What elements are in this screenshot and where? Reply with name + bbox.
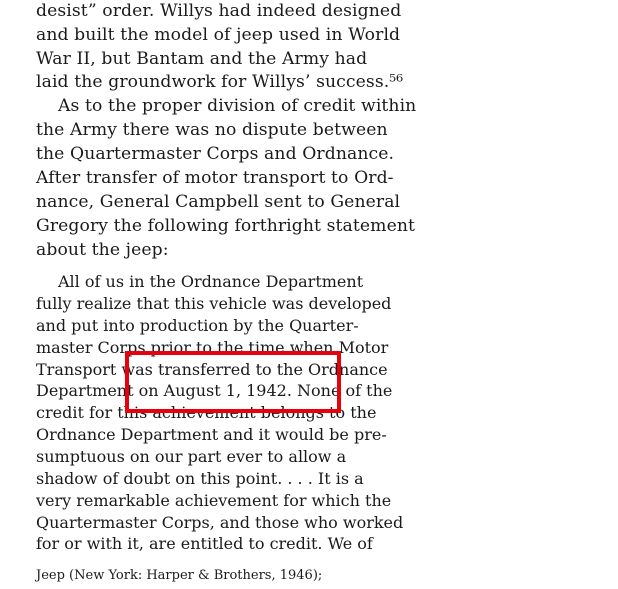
body-line: desist” order. Willys had indeed designed <box>36 1 402 21</box>
quote-line: fully realize that this vehicle was developed <box>36 294 392 313</box>
body-line: and built the model of jeep used in World <box>36 25 401 45</box>
highlight-box <box>125 351 341 413</box>
quote-line: Department on August 1, 1942. None of the <box>36 381 393 400</box>
quote-line: Transport was transferred to the Ordnance <box>36 360 388 379</box>
body-line: War II, but Bantam and the Army had <box>36 49 368 69</box>
body-line: After transfer of motor transport to Ord- <box>36 168 394 188</box>
body-line: about the jeep: <box>36 240 169 260</box>
body-line: nance, General Campbell sent to General <box>36 192 401 212</box>
quote-line: sumptuous on our part ever to allow a <box>36 447 347 466</box>
quote-line: All of us in the Ordnance Department <box>58 272 364 291</box>
quote-line: master Corps prior to the time when Motor <box>36 338 389 357</box>
body-line: laid the groundwork for Willys’ success.⁵⁶ <box>36 72 404 92</box>
quote-line: shadow of doubt on this point. . . . It is a <box>36 469 364 488</box>
body-line: the Army there was no dispute between <box>36 120 388 140</box>
quote-line: for or with it, are entitled to credit. We of <box>36 534 373 553</box>
body-line: As to the proper division of credit within <box>58 96 417 116</box>
footnote-line: Jeep (New York: Harper & Brothers, 1946); <box>36 568 323 583</box>
quote-line: Ordnance Department and it would be pre- <box>36 425 387 444</box>
body-line: Gregory the following forthright statement <box>36 216 416 236</box>
quote-line: very remarkable achievement for which the <box>36 491 392 510</box>
quote-line: credit for this achievement belongs to the <box>36 403 377 422</box>
quote-line: and put into production by the Quarter- <box>36 316 359 335</box>
quote-line: Quartermaster Corps, and those who worked <box>36 513 404 532</box>
body-line: the Quartermaster Corps and Ordnance. <box>36 144 395 164</box>
